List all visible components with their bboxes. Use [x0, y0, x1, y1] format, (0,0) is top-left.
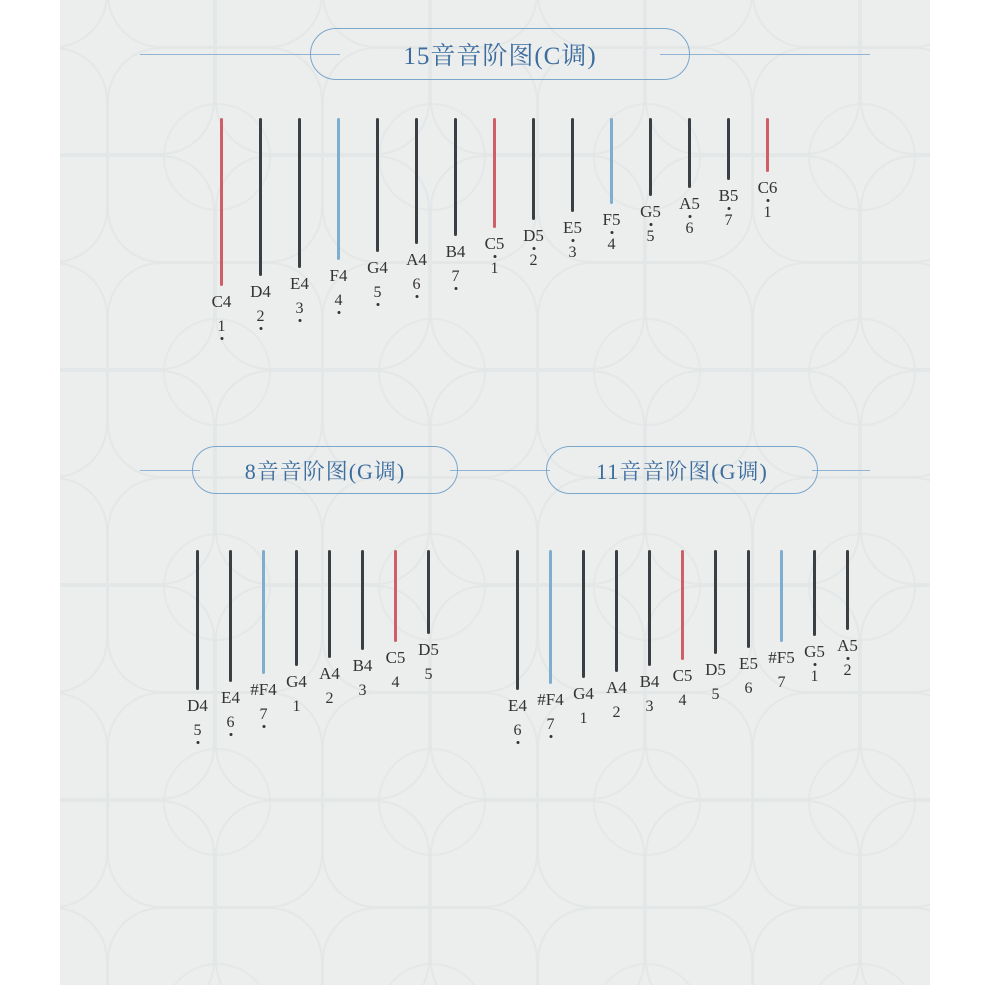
tine-note-label: A5	[837, 636, 858, 655]
tine-note-label: A5	[679, 194, 700, 213]
tine-number-label: 5	[647, 228, 655, 246]
section-title-11	[546, 446, 818, 494]
tine-number-label: 1	[218, 318, 226, 336]
tine[interactable]	[259, 118, 262, 276]
tine-number-label: 2	[530, 252, 538, 270]
tine-number-label: 6	[686, 220, 694, 238]
tine[interactable]	[516, 550, 519, 690]
tine-note-label: G5	[640, 202, 661, 221]
tine-note-label: A4	[606, 678, 627, 697]
tine-number-label: 6	[744, 680, 753, 697]
tine-note-label: E4	[221, 688, 240, 707]
tine-number-label: 2	[325, 690, 334, 707]
tine-note-label: C5	[672, 666, 693, 685]
tine-number-label: 5	[711, 686, 720, 703]
title-rule-right-11	[812, 470, 870, 471]
section-title-8-text: 8音音阶图(G调)	[244, 458, 406, 484]
tine[interactable]	[298, 118, 301, 268]
tine-note-label: B4	[639, 672, 660, 691]
tine-note-label: A4	[319, 664, 340, 683]
tine[interactable]	[780, 550, 783, 642]
tine-note-label: C5	[484, 234, 505, 253]
tine-group-15	[0, 0, 990, 400]
tine-number-label: 7	[725, 212, 733, 230]
tine[interactable]	[454, 118, 457, 236]
tine-number-label: 3	[296, 300, 304, 318]
tine-number-label: 4	[608, 236, 616, 254]
tine[interactable]	[714, 550, 717, 654]
tine[interactable]	[571, 118, 574, 212]
tine-number-label: 4	[678, 692, 687, 709]
tine-note-label: C6	[757, 178, 778, 197]
tine-number-label: 5	[374, 284, 382, 302]
tine-note-label: B4	[445, 242, 466, 261]
tine-note-label: G5	[804, 642, 825, 661]
tine[interactable]	[766, 118, 769, 172]
tine-number-label: 5	[194, 722, 202, 740]
tine[interactable]	[615, 550, 618, 672]
tine-note-label: G4	[573, 684, 594, 703]
tine-note-label: E5	[563, 218, 582, 237]
tine-note-label: G4	[367, 258, 388, 277]
tine[interactable]	[688, 118, 691, 188]
tine[interactable]	[648, 550, 651, 666]
tine[interactable]	[220, 118, 223, 286]
tine-number-label: 4	[335, 292, 343, 310]
section-title-8	[192, 446, 458, 494]
tine-number-label: 3	[569, 244, 577, 262]
tine-number-label: 7	[777, 674, 786, 691]
background-petal	[60, 907, 108, 985]
tine-note-label: #F4	[537, 690, 564, 709]
tine[interactable]	[813, 550, 816, 636]
tine-note-label: D5	[523, 226, 544, 245]
tine-number-label: 2	[844, 662, 852, 680]
tine[interactable]	[415, 118, 418, 244]
tine[interactable]	[582, 550, 585, 678]
tine-note-label: E5	[739, 654, 758, 673]
tine-note-label: C4	[211, 292, 232, 311]
tine[interactable]	[337, 118, 340, 260]
tine[interactable]	[649, 118, 652, 196]
tine-number-label: 1	[811, 668, 819, 686]
tine-number-label: 7	[260, 706, 268, 724]
tine-number-label: 2	[612, 704, 621, 721]
tine-note-label: D5	[418, 640, 439, 659]
tine[interactable]	[376, 118, 379, 252]
tine-number-label: 7	[547, 716, 555, 734]
tine-number-label: 1	[579, 710, 588, 727]
tine-note-label: C5	[385, 648, 406, 667]
tine-note-label: B5	[718, 186, 739, 205]
tine-number-label: 5	[424, 666, 433, 683]
tine[interactable]	[747, 550, 750, 648]
tine-number-label: 6	[514, 722, 522, 740]
title-rule-left-11	[500, 470, 550, 471]
tine-number-label: 6	[413, 276, 421, 294]
tine-note-label: F4	[329, 266, 348, 285]
tine-number-label: 4	[391, 674, 400, 691]
tine-note-label: A4	[406, 250, 427, 269]
tine-number-label: 2	[257, 308, 265, 326]
tine-number-label: 1	[764, 204, 772, 222]
tine-note-label: B4	[352, 656, 373, 675]
tine[interactable]	[549, 550, 552, 684]
tine-number-label: 1	[292, 698, 301, 715]
tine-note-label: E4	[290, 274, 309, 293]
section-title-15-text: 15音音阶图(C调)	[403, 43, 597, 70]
tine-note-label: D4	[187, 696, 208, 715]
background-petal	[60, 800, 108, 908]
tine-note-label: #F5	[768, 648, 795, 667]
tine[interactable]	[610, 118, 613, 204]
section-title-11-text: 11音音阶图(G调)	[596, 458, 768, 484]
title-rule-left-8	[140, 470, 200, 471]
tine[interactable]	[681, 550, 684, 660]
tine-note-label: F5	[602, 210, 621, 229]
tine[interactable]	[846, 550, 849, 630]
tine-number-label: 3	[358, 682, 367, 699]
tine-number-label: 1	[491, 260, 499, 278]
tine-note-label: D5	[705, 660, 726, 679]
tine[interactable]	[493, 118, 496, 228]
tine-number-label: 3	[645, 698, 654, 715]
tine[interactable]	[532, 118, 535, 220]
tine-group-11	[0, 520, 990, 810]
tine[interactable]	[727, 118, 730, 180]
tine-note-label: G4	[286, 672, 307, 691]
tine-note-label: D4	[250, 282, 271, 301]
tine-note-label: #F4	[250, 680, 277, 699]
tine-note-label: E4	[508, 696, 527, 715]
tine-number-label: 6	[227, 714, 235, 732]
tine-number-label: 7	[452, 268, 460, 286]
